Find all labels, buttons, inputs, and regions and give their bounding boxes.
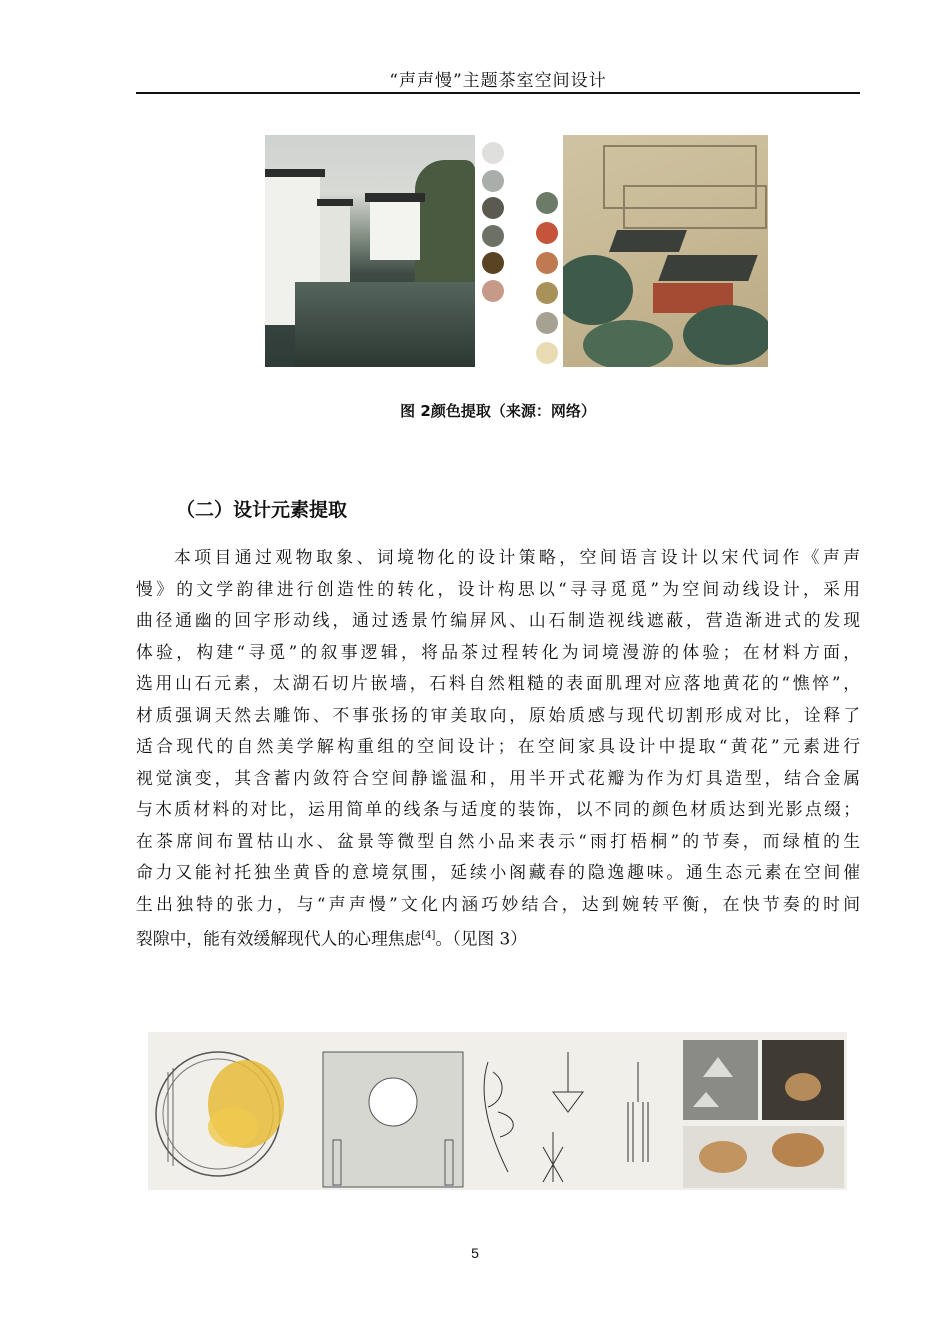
body-line: 本项目通过观物取象、词境物化的设计策略，空间语言设计以宋代词作《声声 bbox=[174, 547, 860, 567]
figure-reference: 。（见图 3） bbox=[435, 928, 527, 949]
body-paragraph bbox=[136, 542, 860, 955]
palette-swatch bbox=[536, 342, 558, 364]
palette-swatch bbox=[536, 282, 558, 304]
palette-swatch bbox=[482, 142, 504, 164]
body-line: 与木质材料的对比，运用简单的线条与适度的装饰，以不同的颜色材质达到光影点缀； bbox=[136, 799, 860, 819]
body-line: 生出独特的张力，与“声声慢”文化内涵巧妙结合，达到婉转平衡，在快节奏的时间 bbox=[136, 893, 860, 914]
body-line-last bbox=[136, 920, 860, 955]
body-line: 命力又能衬托独坐黄昏的意境氛围，延续小阁藏春的隐逸趣味。通生态元素在空间催 bbox=[136, 862, 860, 882]
body-line: 适合现代的自然美学解构重组的空间设计；在空间家具设计中提取“黄花”元素进行 bbox=[136, 736, 860, 756]
palette-swatch bbox=[536, 222, 558, 244]
painting-image bbox=[563, 135, 768, 367]
palette-swatch bbox=[482, 197, 504, 219]
header-rule bbox=[136, 92, 860, 94]
body-line: 选用山石元素，太湖石切片嵌墙，石料自然粗糙的表面肌理对应落地黄花的“憔悴”， bbox=[136, 673, 860, 693]
body-line: 材质强调天然去雕饰、不事张扬的审美取向，原始质感与现代切割形成对比，诠释了 bbox=[136, 704, 860, 725]
body-line: 慢》的文学韵律进行创造性的转化，设计构思以“寻寻觅觅”为空间动线设计，采用 bbox=[136, 578, 860, 599]
palette-swatch bbox=[482, 225, 504, 247]
canal-photo bbox=[265, 135, 475, 367]
palette-swatch bbox=[482, 280, 504, 302]
body-line: 在茶席间布置枯山水、盆景等微型自然小品来表示“雨打梧桐”的节奏，而绿植的生 bbox=[136, 830, 860, 851]
figure-3-sketches bbox=[148, 1032, 847, 1190]
running-header: “声声慢”主题茶室空间设计 bbox=[389, 71, 607, 91]
body-line-text: 裂隙中，能有效缓解现代人的心理焦虑 bbox=[136, 928, 422, 949]
figure-2-caption: 图 2颜色提取（来源：网络） bbox=[400, 402, 596, 420]
sketch-illustration bbox=[148, 1032, 847, 1190]
palette-swatch bbox=[536, 252, 558, 274]
palette-swatch bbox=[536, 192, 558, 214]
palette-swatch bbox=[482, 170, 504, 192]
page-number: 5 bbox=[471, 1245, 479, 1261]
section-heading: （二）设计元素提取 bbox=[176, 499, 348, 521]
body-line: 体验，构建“寻觅”的叙事逻辑，将品茶过程转化为词境漫游的体验；在材料方面， bbox=[136, 641, 860, 662]
body-line: 视觉演变，其含蓄内敛符合空间静谧温和，用半开式花瓣为作为灯具造型，结合金属 bbox=[136, 767, 860, 788]
palette-swatch bbox=[482, 252, 504, 274]
palette-swatch bbox=[536, 312, 558, 334]
citation-marker: [4] bbox=[421, 930, 436, 941]
body-line: 曲径通幽的回字形动线，通过透景竹编屏风、山石制造视线遮蔽，营造渐进式的发现 bbox=[136, 610, 860, 630]
